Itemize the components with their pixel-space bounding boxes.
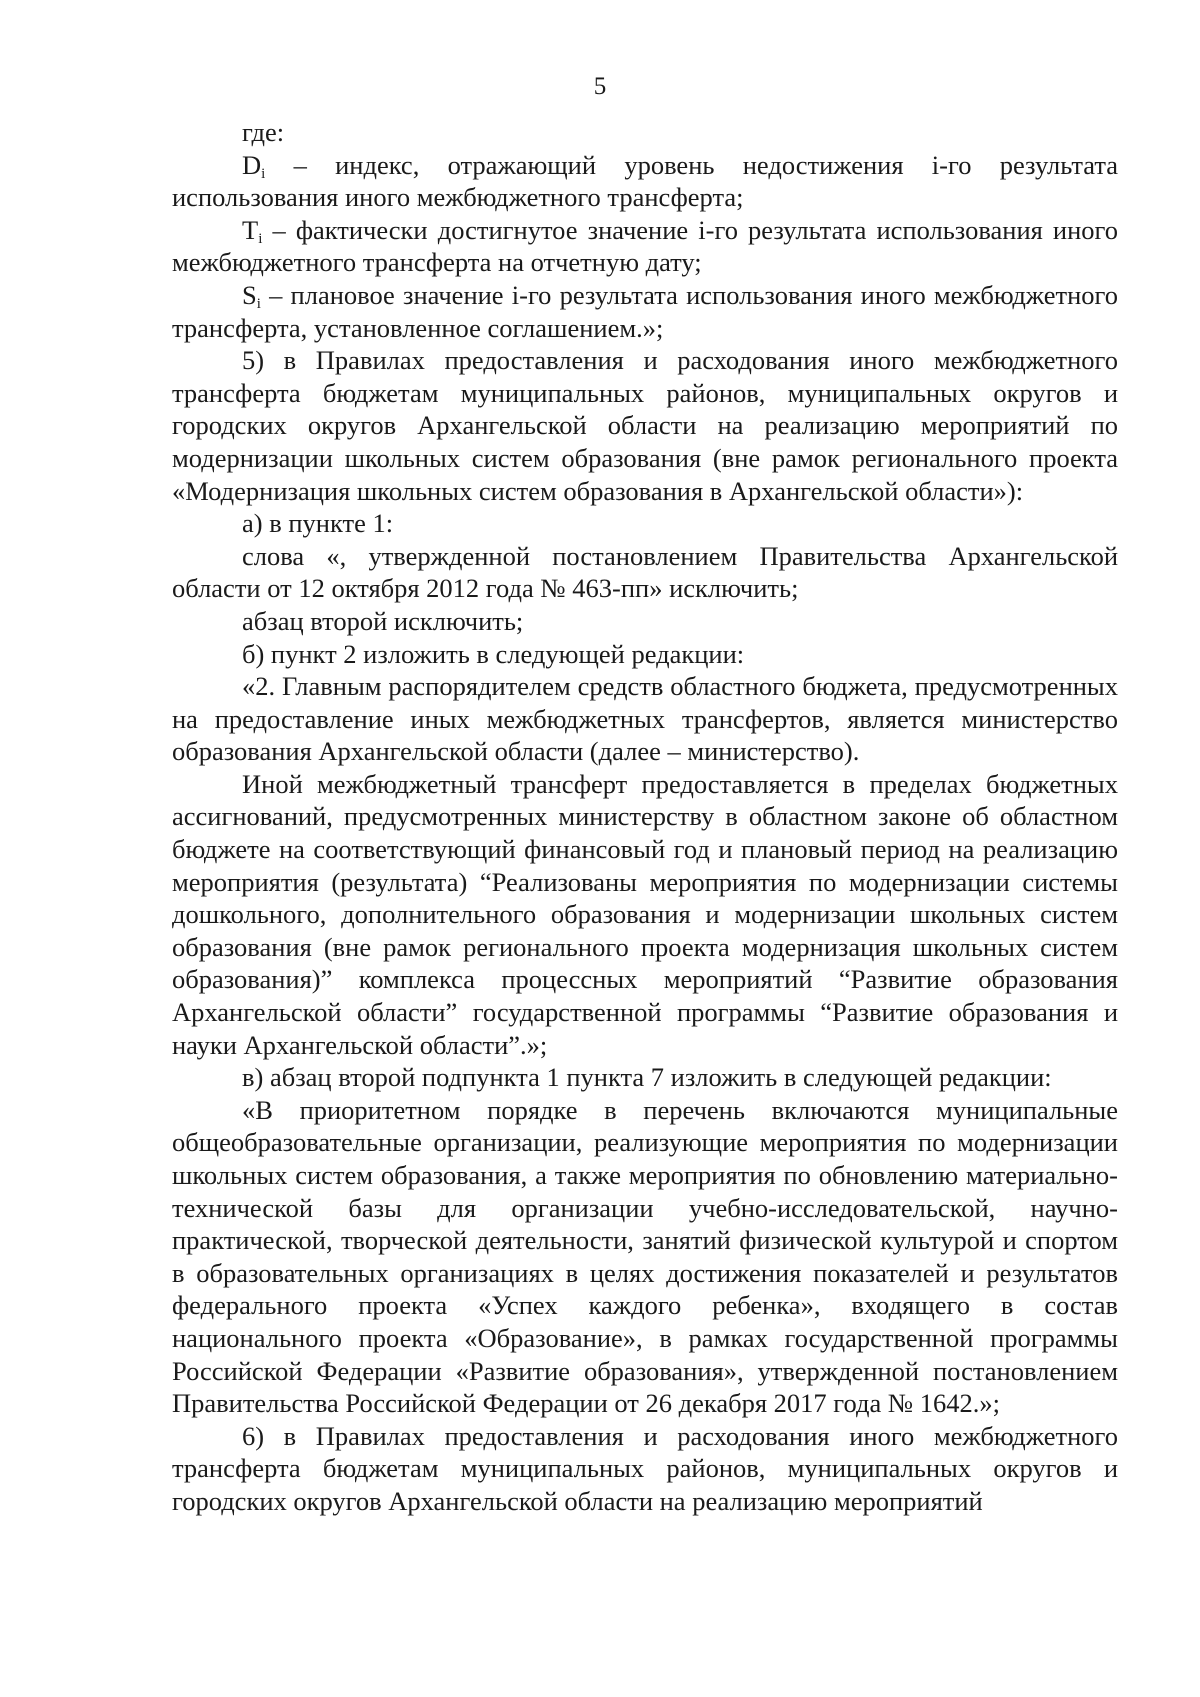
definition-t-value [172, 214, 1118, 279]
definition-t-text: – фактически достигнутое значение i-го результата использования иного межбюджетного трансферта на отчетную дату; [172, 214, 1118, 278]
definition-d-index [172, 149, 1118, 214]
paragraph-subitem-a: а) в пункте 1: [242, 508, 394, 539]
paragraph-second-abzac-excluded: абзац второй исключить; [242, 605, 524, 636]
paragraph-words-excluded: слова «, утвержденной постановлением Правительства Архангельской области от 12 октября 2012 года № 463-пп» исключить; [172, 540, 1118, 604]
paragraph-clause-2: «2. Главным распорядителем средств областного бюджета, предусмотренных на предоставление иных межбюджетных трансфертов, является министерство образования Архангельской области (далее – министерство). [172, 671, 1118, 767]
variable-t-subscript: i [258, 230, 263, 247]
definition-s-value [172, 279, 1118, 344]
paragraph-transfer-provision: Иной межбюджетный трансферт предоставляется в пределах бюджетных ассигнований, предусмотренных министерству в областном законе об областном бюджете на соответствующий финансовый год и плановый период на реализацию мероприятия (результата) “Реализованы мероприятия по модернизации системы дошкольного, дополнительного образования и модернизации школьных систем образования (вне рамок регионального проекта модернизация школьных систем образования)” комплекса процессных мероприятий “Развитие образования Архангельской области” государственной программы “Развитие образования и науки Архангельской области”.»; [172, 768, 1118, 1060]
paragraph-priority-order: «В приоритетном порядке в перечень включаются муниципальные общеобразовательные организации, реализующие мероприятия по модернизации школьных систем образования, а также мероприятия по обновлению материально-технической базы для организации учебно-исследовательской, научно-практической, творческой деятельности, занятий физической культурой и спортом в образовательных организациях в целях достижения показателей и результатов федерального проекта «Успех каждого ребенка», входящего в состав национального проекта «Образование», в рамках государственной программы Российской Федерации «Развитие образования», утвержденной постановлением Правительства Российской Федерации от 26 декабря 2017 года № 1642.»; [172, 1094, 1118, 1419]
paragraph-subitem-v: в) абзац второй подпункта 1 пункта 7 изложить в следующей редакции: [242, 1062, 1052, 1093]
variable-s-subscript: i [256, 295, 261, 312]
paragraph-item-5: 5) в Правилах предоставления и расходования иного межбюджетного трансферта бюджетам муниципальных районов, муниципальных округов и городских округов Архангельской области на реализацию мероприятий по модернизации школьных систем образования (вне рамок регионального проекта «Модернизация школьных систем образования в Архангельской области»): [172, 345, 1118, 506]
variable-t: T [242, 214, 259, 245]
page-number: 5 [593, 73, 607, 100]
paragraph-item-6: 6) в Правилах предоставления и расходования иного межбюджетного трансферта бюджетам муниципальных районов, муниципальных округов и городских округов Архангельской области на реализацию мероприятий [172, 1420, 1118, 1516]
variable-d-subscript: i [261, 165, 266, 182]
paragraph-where: где: [242, 117, 285, 147]
definition-s-text: – плановое значение i-го результата использования иного межбюджетного трансферта, установленное соглашением.»; [172, 279, 1118, 343]
variable-d: D [242, 149, 262, 180]
document-body [172, 116, 1118, 1518]
paragraph-subitem-b: б) пункт 2 изложить в следующей редакции: [242, 638, 745, 669]
definition-d-text: – индекс, отражающий уровень недостижения i-го результата использования иного межбюджетного трансферта; [172, 149, 1118, 213]
variable-s: S [242, 279, 257, 310]
